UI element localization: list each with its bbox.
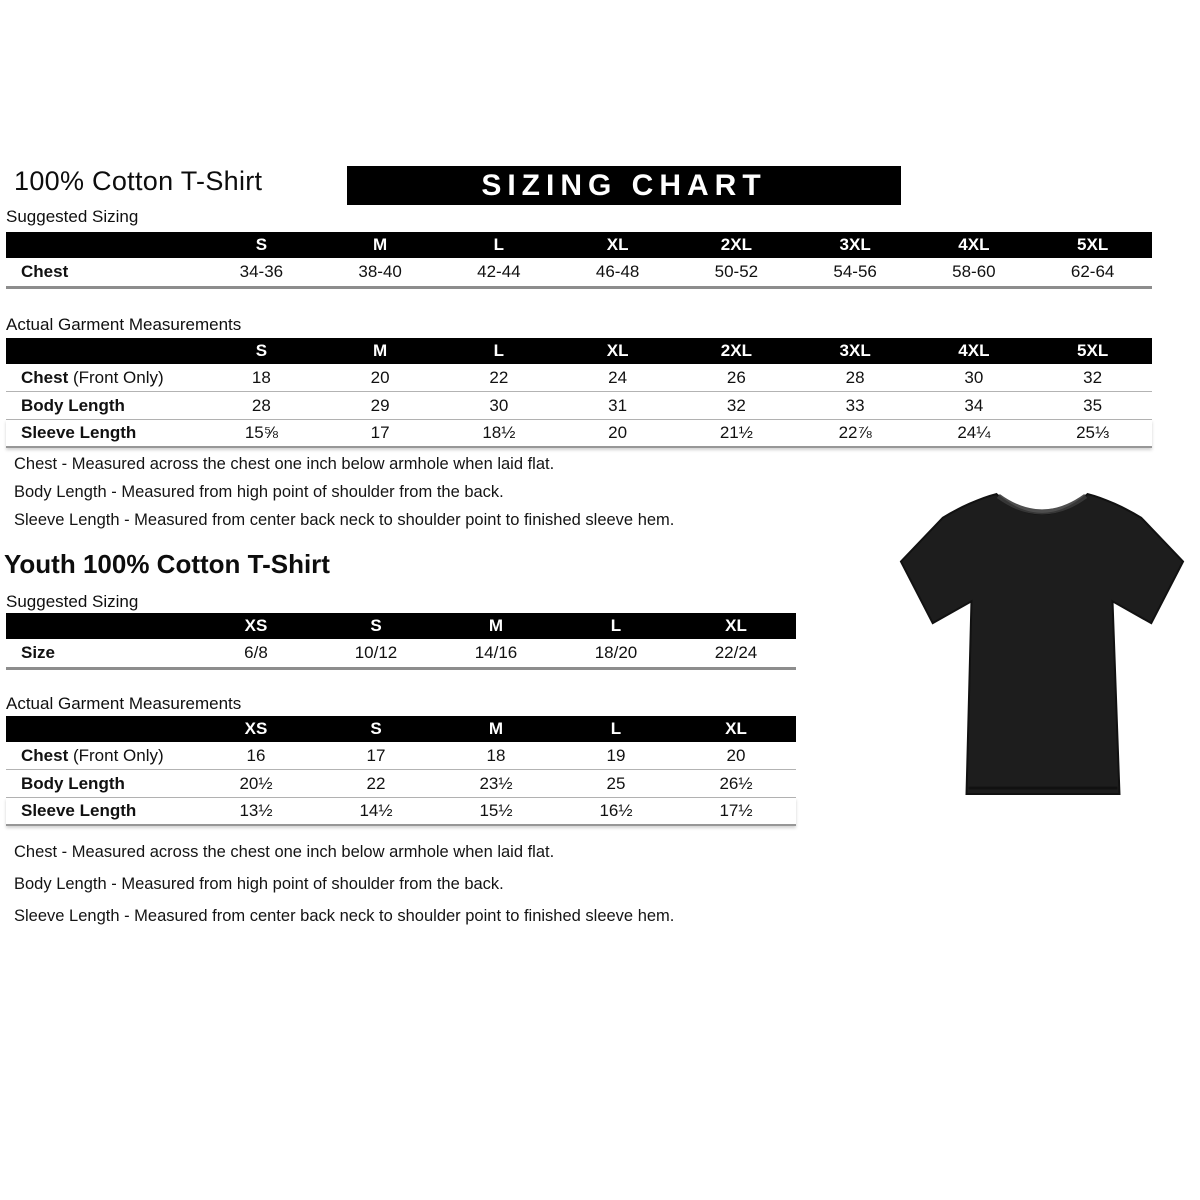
- table-cell: 14½: [359, 801, 393, 820]
- table-header-row: [6, 338, 1152, 364]
- column-header: 3XL: [839, 235, 871, 254]
- column-header: 4XL: [958, 341, 990, 360]
- table-row: [6, 798, 796, 826]
- table-row: [6, 420, 1152, 448]
- adult-suggested-table: [6, 232, 1152, 289]
- table-cell: 54-56: [833, 262, 877, 281]
- column-header: L: [493, 235, 505, 254]
- column-header: L: [493, 341, 505, 360]
- table-cell: 26: [726, 367, 746, 387]
- column-header: 3XL: [839, 341, 871, 360]
- table-cell: 16½: [599, 801, 633, 820]
- row-label: Size: [21, 643, 56, 662]
- column-header: M: [373, 341, 388, 360]
- column-header: XL: [725, 616, 747, 635]
- table-cell: 31: [608, 395, 628, 415]
- table-cell: 20: [370, 367, 390, 387]
- table-cell: 18: [251, 367, 271, 387]
- table-cell: 23½: [479, 773, 513, 793]
- table-cell: 22: [489, 367, 509, 387]
- table-row: [6, 392, 1152, 420]
- column-header: XL: [725, 719, 747, 738]
- column-header: XS: [244, 616, 268, 635]
- table-cell: 34-36: [239, 262, 284, 281]
- column-header: M: [373, 235, 388, 254]
- table-cell: 15⅝: [244, 423, 278, 442]
- table-cell: 26½: [719, 773, 753, 793]
- row-label: Body Length: [21, 395, 125, 415]
- column-header: 2XL: [720, 235, 752, 254]
- table-row: [6, 742, 796, 770]
- note-sleeve-length: Sleeve Length - Measured from center back neck to shoulder point to finished sleeve hem.: [14, 907, 675, 925]
- column-header: M: [488, 719, 504, 738]
- table-cell: 24: [608, 367, 628, 387]
- youth-suggested-table: [6, 613, 796, 670]
- table-cell: 13½: [239, 801, 273, 820]
- note-body-length: Body Length - Measured from high point of shoulder from the back.: [14, 875, 504, 893]
- note-chest: Chest - Measured across the chest one inch below armhole when laid flat.: [14, 843, 555, 861]
- youth-actual-table: [6, 716, 796, 826]
- table-header-row: [6, 232, 1152, 258]
- table-cell: 17½: [719, 801, 753, 820]
- adult-title: 100% Cotton T-Shirt: [14, 166, 263, 196]
- note-sleeve-length: Sleeve Length - Measured from center back neck to shoulder point to finished sleeve hem.: [14, 511, 675, 529]
- table-cell: 42-44: [477, 262, 521, 281]
- column-header: M: [488, 616, 504, 635]
- table-cell: 19: [606, 745, 626, 765]
- table-cell: 14/16: [474, 643, 518, 662]
- table-cell: 21½: [719, 423, 753, 442]
- column-header: L: [610, 719, 622, 738]
- table-cell: 30: [489, 395, 509, 415]
- adult-actual-table: [6, 338, 1152, 448]
- table-cell: 17: [370, 423, 390, 442]
- column-header: 4XL: [958, 235, 990, 254]
- row-label: Chest (Front Only): [21, 745, 164, 765]
- black-tshirt-icon: [893, 476, 1191, 818]
- youth-suggested-sizing-label: Suggested Sizing: [6, 592, 139, 611]
- table-cell: 20: [726, 745, 746, 765]
- table-row: [6, 258, 1152, 289]
- column-header: 5XL: [1077, 235, 1109, 254]
- table-cell: 22: [366, 773, 386, 793]
- table-header-row: [6, 716, 796, 742]
- column-header: 5XL: [1077, 341, 1109, 360]
- table-cell: 46-48: [595, 262, 640, 281]
- note-body-length: Body Length - Measured from high point of shoulder from the back.: [14, 483, 504, 501]
- row-label: Sleeve Length: [21, 423, 137, 442]
- adult-suggested-sizing-label: Suggested Sizing: [6, 207, 139, 226]
- table-cell: 24¼: [957, 423, 991, 442]
- table-cell: 25: [606, 773, 626, 793]
- table-cell: 29: [370, 395, 390, 415]
- table-cell: 25⅓: [1076, 423, 1110, 442]
- table-cell: 32: [726, 395, 746, 415]
- table-cell: 28: [251, 395, 271, 415]
- table-cell: 62-64: [1070, 262, 1115, 281]
- column-header: 2XL: [720, 341, 752, 360]
- table-cell: 17: [366, 745, 386, 765]
- table-cell: 38-40: [358, 262, 402, 281]
- table-cell: 6/8: [244, 643, 268, 662]
- table-cell: 50-52: [714, 262, 759, 281]
- sizing-chart-banner: SIZING CHART: [347, 166, 901, 205]
- table-cell: 18½: [482, 423, 516, 442]
- row-label: Body Length: [21, 773, 125, 793]
- table-cell: 35: [1083, 395, 1103, 415]
- note-chest: Chest - Measured across the chest one inch below armhole when laid flat.: [14, 455, 555, 473]
- table-row: [6, 770, 796, 798]
- table-cell: 34: [964, 395, 984, 415]
- table-header-row: [6, 613, 796, 639]
- table-row: [6, 364, 1152, 392]
- column-header: S: [370, 616, 382, 635]
- tshirt-image: [893, 476, 1191, 818]
- table-cell: 15½: [479, 801, 513, 820]
- youth-title: Youth 100% Cotton T-Shirt: [4, 549, 330, 579]
- table-cell: 22/24: [714, 643, 758, 662]
- table-cell: 28: [845, 367, 865, 387]
- table-cell: 22⅞: [838, 423, 872, 442]
- table-cell: 16: [246, 745, 266, 765]
- column-header: L: [610, 616, 622, 635]
- tshirt-silhouette: [901, 494, 1183, 794]
- column-header: S: [255, 235, 268, 254]
- adult-actual-measurements-label: Actual Garment Measurements: [6, 315, 242, 334]
- youth-actual-measurements-label: Actual Garment Measurements: [6, 694, 242, 713]
- table-cell: 18/20: [594, 643, 638, 662]
- youth-measurement-notes: [14, 843, 674, 939]
- table-cell: 33: [845, 395, 865, 415]
- table-cell: 10/12: [354, 643, 398, 662]
- column-header: S: [255, 341, 268, 360]
- row-label: Chest (Front Only): [21, 367, 164, 387]
- column-header: XS: [244, 719, 268, 738]
- row-label: Sleeve Length: [21, 801, 137, 820]
- table-cell: 30: [964, 367, 984, 387]
- adult-measurement-notes: [14, 455, 674, 539]
- table-cell: 18: [486, 745, 506, 765]
- column-header: S: [370, 719, 382, 738]
- table-row: [6, 639, 796, 670]
- row-label: Chest: [21, 262, 69, 281]
- column-header: XL: [606, 341, 629, 360]
- table-cell: 32: [1083, 367, 1103, 387]
- table-cell: 20½: [239, 773, 273, 793]
- column-header: XL: [606, 235, 629, 254]
- table-cell: 58-60: [952, 262, 996, 281]
- table-cell: 20: [608, 423, 628, 442]
